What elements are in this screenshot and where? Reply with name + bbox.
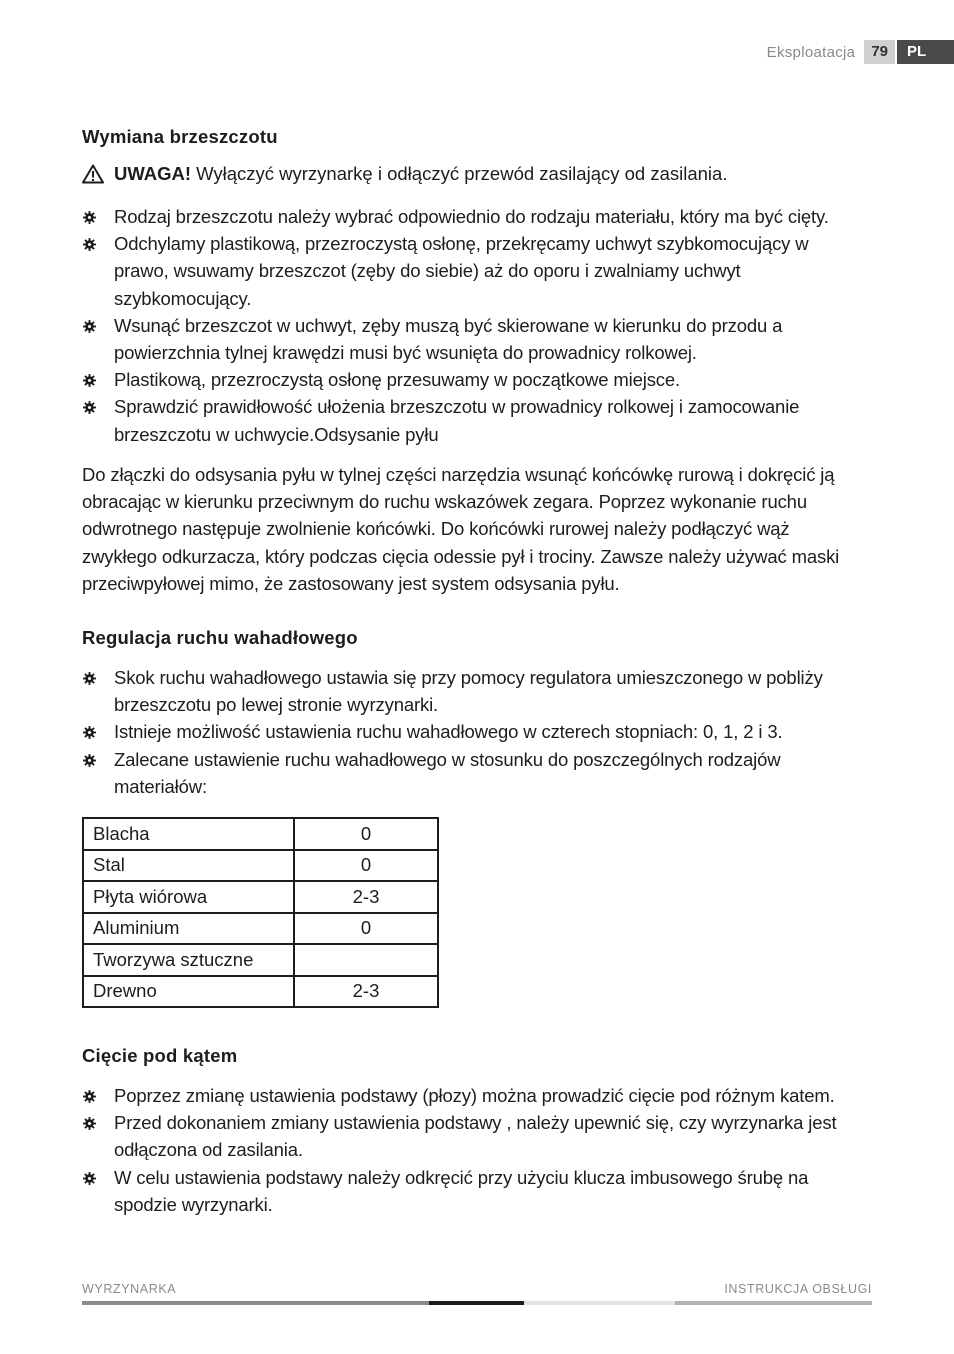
list-item-text: Wsunąć brzeszczot w uchwyt, zęby muszą być skierowane w kierunku do przodu a powierzchnia tylnej krawędzi musi być wsunięta do prowadnicy rolkowej. <box>114 314 783 364</box>
setting-cell: 0 <box>294 850 438 882</box>
material-cell: Aluminium <box>83 913 294 945</box>
setting-cell: 2-3 <box>294 976 438 1008</box>
gear-bullet-icon <box>83 320 96 333</box>
material-cell: Stal <box>83 850 294 882</box>
material-settings-table <box>82 817 439 1008</box>
gear-bullet-icon <box>83 238 96 251</box>
angle-cut-list <box>82 1082 862 1218</box>
table-row <box>83 850 438 882</box>
list-item <box>82 366 862 393</box>
setting-cell <box>294 944 438 976</box>
list-item-text: W celu ustawienia podstawy należy odkręcić przy użyciu klucza imbusowego śrubę na spodzie wyrzynarki. <box>114 1166 809 1215</box>
setting-cell: 0 <box>294 913 438 945</box>
gear-bullet-icon <box>83 374 96 387</box>
list-item <box>82 393 862 447</box>
header-section: Eksploatacja <box>766 43 856 61</box>
list-item <box>82 312 862 366</box>
material-cell: Tworzywa sztuczne <box>83 944 294 976</box>
table-row <box>83 913 438 945</box>
list-item <box>82 1109 862 1163</box>
list-item-text: Plastikową, przezroczystą osłonę przesuwamy w początkowe miejsce. <box>114 369 681 391</box>
list-item <box>82 664 862 718</box>
list-item-text: Rodzaj brzeszczotu należy wybrać odpowiednio do rodzaju materiału, który ma być cięty. <box>114 206 829 227</box>
footer-bar-segment <box>82 1301 429 1305</box>
list-item-text: Istnieje możliwość ustawienia ruchu wahadłowego w czterech stopniach: 0, 1, 2 i 3. <box>114 721 783 743</box>
material-cell: Blacha <box>83 818 294 850</box>
warning-label: UWAGA! <box>114 163 192 184</box>
footer-product: WYRZYNARKA <box>82 1282 177 1296</box>
list-item <box>82 230 862 312</box>
footer-bar-segment <box>675 1301 872 1305</box>
page-header <box>767 40 954 64</box>
blade-change-list <box>82 203 862 448</box>
setting-cell: 2-3 <box>294 881 438 913</box>
list-item <box>82 746 862 800</box>
table-row <box>83 881 438 913</box>
gear-bullet-icon <box>83 1172 96 1185</box>
material-cell: Drewno <box>83 976 294 1008</box>
table-row <box>83 944 438 976</box>
gear-bullet-icon <box>83 754 96 767</box>
language-tab: PL <box>897 40 954 64</box>
section-title-pendulum: Regulacja ruchu wahadłowego <box>82 627 358 648</box>
list-item <box>82 718 862 745</box>
table-row <box>83 818 438 850</box>
table-row <box>83 976 438 1008</box>
gear-bullet-icon <box>83 672 96 685</box>
gear-bullet-icon <box>83 401 96 414</box>
list-item <box>82 1164 862 1218</box>
list-item-text: Sprawdzić prawidłowość ułożenia brzeszczotu w prowadnicy rolkowej i zamocowanie brzeszczotu w uchwycie.Odsysanie pyłu <box>114 396 800 445</box>
setting-cell: 0 <box>294 818 438 850</box>
material-cell: Płyta wiórowa <box>83 881 294 913</box>
list-item <box>82 203 862 230</box>
footer-bar-segment <box>524 1301 675 1305</box>
gear-bullet-icon <box>83 211 96 224</box>
gear-bullet-icon <box>83 726 96 739</box>
gear-bullet-icon <box>83 1117 96 1130</box>
footer-bar-segment <box>429 1301 524 1305</box>
list-item-text: Skok ruchu wahadłowego ustawia się przy pomocy regulatora umieszczonego w pobliży brzeszczotu po lewej stronie wyrzynarki. <box>114 667 823 716</box>
list-item-text: Przed dokonaniem zmiany ustawienia podstawy , należy upewnić się, czy wyrzynarka jest odłączona od zasilania. <box>114 1112 837 1161</box>
page-number: 79 <box>864 40 895 64</box>
section-title-blade-change: Wymiana brzeszczotu <box>82 126 278 147</box>
warning-notice <box>82 163 727 185</box>
footer-manual: INSTRUKCJA OBSŁUGI <box>724 1282 872 1296</box>
list-item-text: Odchylamy plastikową, przezroczystą osłonę, przekręcamy uchwyt szybkomocujący w prawo, wsuwamy brzeszczot (zęby do siebie) aż do oporu i zwalniamy uchwyt szybkomocujący. <box>114 233 809 309</box>
dust-extraction-paragraph: Do złączki do odsysania pyłu w tylnej części narzędzia wsunąć końcówkę rurową i dokręcić ją obracając w kierunku przeciwnym do ruchu wskazówek zegara. Poprzez wykonanie ruchu odwrotnego następuje zwolnienie końcówki. Do końcówki rurowej należy podłączyć wąż zwykłego odkurzacza, który podczas cięcia odessie pył i trociny. Zawsze należy używać maski przeciwpyłowej mimo, że zastosowany jest system odsysania pyłu. <box>82 464 840 594</box>
warning-icon <box>82 164 104 184</box>
list-item-text: Poprzez zmianę ustawienia podstawy (płozy) można prowadzić cięcie pod różnym katem. <box>114 1085 835 1106</box>
gear-bullet-icon <box>83 1090 96 1103</box>
list-item <box>82 1082 862 1109</box>
pendulum-list <box>82 664 862 800</box>
section-title-angle-cut: Cięcie pod kątem <box>82 1045 238 1066</box>
warning-text: Wyłączyć wyrzynarkę i odłączyć przewód zasilający od zasilania. <box>196 163 728 184</box>
list-item-text: Zalecane ustawienie ruchu wahadłowego w stosunku do poszczególnych rodzajów materiałów: <box>114 748 781 797</box>
